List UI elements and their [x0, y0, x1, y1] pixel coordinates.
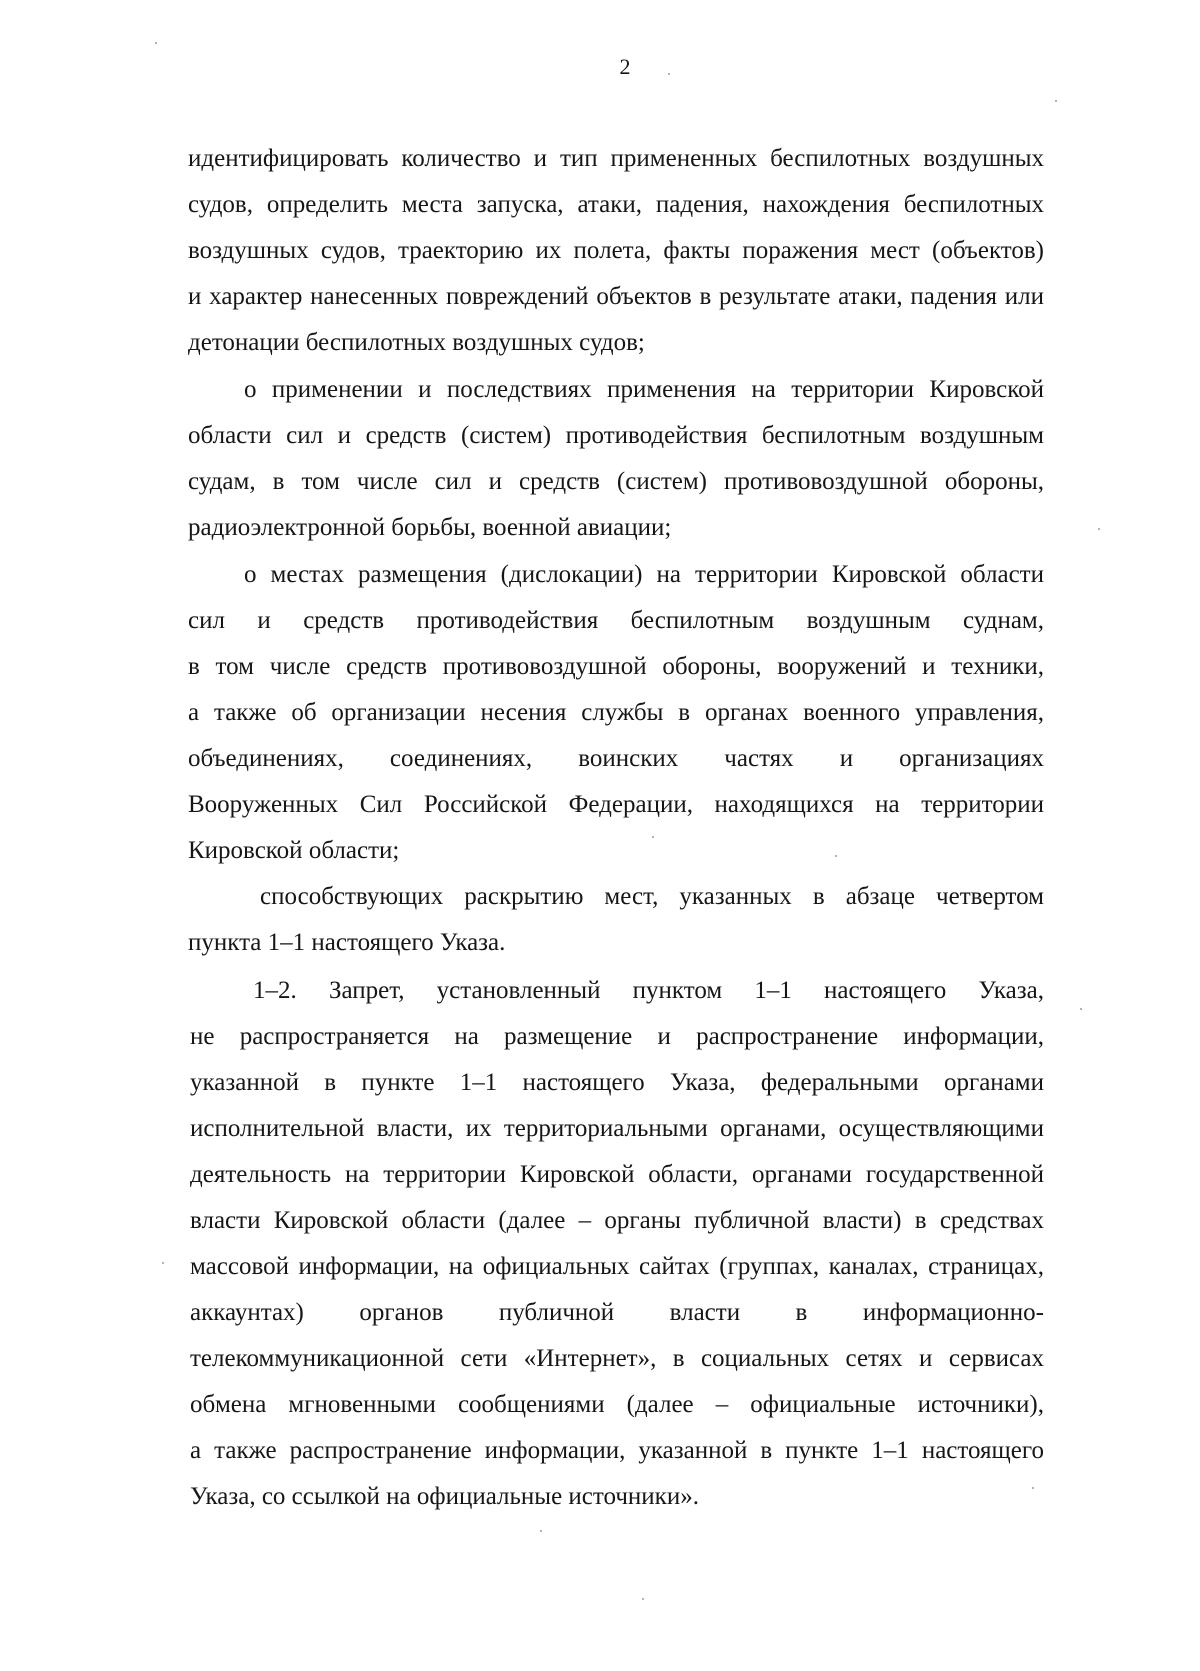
paragraph-line: телекоммуникационной сети «Интернет», в социальных сетях и сервисах — [190, 1345, 1044, 1372]
scan-speck — [1080, 1008, 1082, 1010]
paragraph-line: детонации беспилотных воздушных судов; — [188, 329, 645, 356]
paragraph-line: и характер нанесенных повреждений объектов в результате атаки, падения или — [188, 283, 1044, 310]
paragraph-line: 1–2. Запрет, установленный пунктом 1–1 настоящего Указа, — [253, 977, 1044, 1004]
paragraph-line: области сил и средств (систем) противодействия беспилотным воздушным — [188, 422, 1044, 449]
scan-speck — [652, 836, 654, 838]
paragraph-line: судам, в том числе сил и средств (систем) противовоздушной обороны, — [188, 468, 1044, 495]
scan-speck — [1098, 528, 1100, 530]
page-number: 2 — [619, 54, 631, 79]
scan-speck — [162, 1262, 164, 1264]
paragraph-line: власти Кировской области (далее – органы публичной власти) в средствах — [190, 1207, 1044, 1234]
paragraph-countermeasures-use — [188, 367, 1044, 551]
scan-speck — [1032, 1487, 1034, 1489]
paragraph-line: а также об организации несения службы в органах военного управления, — [188, 699, 1044, 726]
paragraph-clause-1-2 — [190, 968, 1044, 1520]
paragraph-line: исполнительной власти, их территориальными органами, осуществляющими — [190, 1115, 1044, 1142]
paragraph-line: не распространяется на размещение и распространение информации, — [190, 1023, 1044, 1050]
paragraph-line: аккаунтах) органов публичной власти в информационно- — [190, 1299, 1044, 1326]
scan-speck — [668, 73, 670, 75]
paragraph-line: радиоэлектронной борьбы, военной авиации; — [188, 514, 672, 541]
paragraph-line: массовой информации, на официальных сайтах (группах, каналах, страницах, — [190, 1253, 1044, 1280]
paragraph-identification — [188, 136, 1044, 366]
paragraph-line: объединениях, соединениях, воинских частях и организациях — [188, 745, 1044, 772]
paragraph-line: деятельность на территории Кировской области, органами государственной — [190, 1161, 1044, 1188]
scan-speck — [155, 42, 157, 44]
scan-speck — [1055, 100, 1057, 102]
paragraph-line: идентифицировать количество и тип примененных беспилотных воздушных — [188, 145, 1044, 172]
paragraph-line: о применении и последствиях применения на территории Кировской — [244, 376, 1044, 403]
paragraph-line: пункта 1–1 настоящего Указа. — [188, 929, 506, 956]
scan-speck — [642, 1598, 644, 1600]
paragraph-line: Кировской области; — [188, 837, 400, 864]
paragraph-line: воздушных судов, траекторию их полета, факты поражения мест (объектов) — [188, 237, 1044, 264]
paragraph-deployment-locations — [188, 552, 1044, 874]
paragraph-disclosure — [188, 874, 1044, 966]
paragraph-line: в том числе средств противовоздушной обороны, вооружений и техники, — [188, 653, 1044, 680]
paragraph-line: способствующих раскрытию мест, указанных в абзаце четвертом — [260, 883, 1044, 910]
paragraph-line: Указа, со ссылкой на официальные источники». — [190, 1483, 699, 1510]
paragraph-line: указанной в пункте 1–1 настоящего Указа, федеральными органами — [190, 1069, 1044, 1096]
paragraph-line: сил и средств противодействия беспилотным воздушным суднам, — [188, 607, 1044, 634]
paragraph-line: о местах размещения (дислокации) на территории Кировской области — [244, 561, 1044, 588]
scan-speck — [540, 1530, 542, 1532]
paragraph-line: Вооруженных Сил Российской Федерации, находящихся на территории — [188, 791, 1044, 818]
paragraph-line: обмена мгновенными сообщениями (далее – официальные источники), — [190, 1391, 1044, 1418]
paragraph-line: а также распространение информации, указанной в пункте 1–1 настоящего — [190, 1437, 1044, 1464]
scan-speck — [835, 855, 837, 857]
paragraph-line: судов, определить места запуска, атаки, падения, нахождения беспилотных — [188, 191, 1044, 218]
